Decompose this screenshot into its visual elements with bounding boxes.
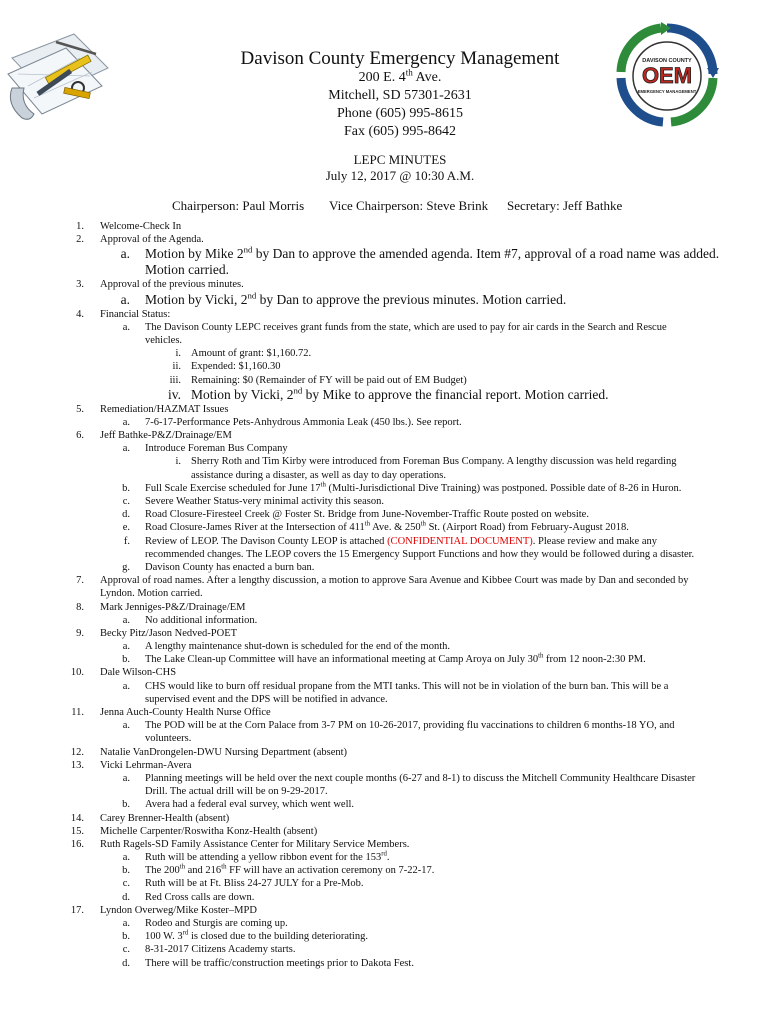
- item-text: 8-31-2017 Citizens Academy starts.: [145, 944, 296, 956]
- minutes-item: [0, 877, 770, 890]
- item-number: a.: [122, 720, 130, 732]
- item-number: 11.: [71, 707, 84, 718]
- item-text: Motion by Vicki, 2nd by Mike to approve the financial report. Motion carried.: [191, 385, 609, 402]
- minutes-item: [0, 416, 770, 429]
- item-text: Motion carried.: [145, 262, 229, 278]
- item-number: a.: [122, 772, 130, 784]
- item-text: Remaining: $0 (Remainder of FY will be paid out of EM Budget): [191, 374, 467, 386]
- item-number: i.: [175, 348, 181, 360]
- item-number: e.: [122, 522, 130, 534]
- item-text: Mark Jenniges-P&Z/Drainage/EM: [100, 601, 246, 613]
- minutes-item: [0, 246, 770, 262]
- item-text: The Davison County LEPC receives grant funds from the state, which are used to pay for air cards in the Search and Rescue: [145, 321, 667, 333]
- item-text: Welcome-Check In: [100, 221, 182, 232]
- item-text: Sherry Roth and Tim Kirby were introduced from Foreman Bus Company. A lengthy discussion was held regarding: [191, 456, 677, 468]
- officers-row: [172, 198, 622, 214]
- item-text: Financial Status:: [100, 308, 171, 320]
- item-text: Severe Weather Status-very minimal activity this season.: [145, 496, 384, 507]
- item-number: i.: [175, 456, 181, 468]
- minutes-item: [0, 442, 770, 455]
- minutes-item: [0, 374, 770, 387]
- organization-title: Davison County Emergency Management: [240, 48, 560, 69]
- minutes-item: [0, 957, 770, 970]
- item-text: There will be traffic/construction meetings prior to Dakota Fest.: [145, 957, 414, 969]
- minutes-item: [0, 601, 770, 614]
- item-number: 9.: [76, 627, 84, 639]
- item-number: f.: [123, 535, 130, 547]
- item-text: Expended: $1,160.30: [191, 361, 281, 373]
- item-number: b.: [122, 482, 130, 494]
- address-line: 200 E. 4th Ave.: [358, 67, 442, 85]
- item-number: a.: [122, 614, 130, 626]
- item-text: Road Closure-James River at the Intersection of 411th Ave. & 250th St. (Airport Road) from February-August 2018.: [145, 520, 629, 534]
- item-number: b.: [122, 654, 130, 666]
- item-number: a.: [122, 416, 130, 428]
- minutes-item: [0, 387, 770, 403]
- item-text: Ruth will be at Ft. Bliss 24-27 JULY for a Pre-Mob.: [145, 878, 364, 890]
- item-text: Avera had a federal eval survey, which went well.: [145, 799, 355, 811]
- minutes-item: [0, 535, 770, 548]
- item-text: Jenna Auch-County Health Nurse Office: [100, 707, 271, 718]
- item-text: CHS would like to burn off residual propane from the MTI tanks. This will not be in violation of the burn ban. This will be a: [145, 680, 669, 692]
- item-number: c.: [122, 944, 130, 956]
- item-text: Lyndon. Motion carried.: [100, 588, 203, 600]
- minutes-item-continuation: [0, 693, 770, 706]
- item-text: Natalie VanDrongelen-DWU Nursing Department (absent): [100, 746, 348, 758]
- minutes-item: [0, 321, 770, 334]
- minutes-item-continuation: [0, 548, 770, 561]
- minutes-item: [0, 521, 770, 534]
- minutes-item: [0, 455, 770, 468]
- item-number: 6.: [76, 430, 84, 442]
- item-number: d.: [122, 509, 130, 521]
- item-number: ii.: [172, 361, 181, 373]
- item-number: 3.: [76, 279, 84, 291]
- minutes-item: [0, 798, 770, 811]
- minutes-item: [0, 759, 770, 772]
- minutes-item: [0, 429, 770, 442]
- item-text: Vicki Lehrman-Avera: [100, 759, 192, 771]
- minutes-item: [0, 561, 770, 574]
- item-text: The Lake Clean-up Committee will have an informational meeting at Camp Aroya on July 30th from 12 noon-2:30 PM.: [145, 652, 646, 666]
- item-number: b.: [122, 931, 130, 943]
- item-text: 7-6-17-Performance Pets-Anhydrous Ammonia Leak (450 lbs.). See report.: [145, 416, 462, 428]
- item-text: Approval of the previous minutes.: [100, 279, 244, 291]
- item-text: Michelle Carpenter/Roswitha Konz-Health (absent): [100, 825, 318, 837]
- item-number: 10.: [70, 667, 84, 679]
- item-text: Full Scale Exercise scheduled for June 17th (Multi-Jurisdictional Dive Training) was postponed. Possible date of 8-26 in Huron.: [145, 481, 682, 494]
- minutes-item: [0, 653, 770, 666]
- minutes-item: [0, 943, 770, 956]
- minutes-item: [0, 825, 770, 838]
- item-number: d.: [122, 891, 130, 903]
- minutes-item: [0, 220, 770, 233]
- minutes-item-continuation: [0, 334, 770, 347]
- item-text: Review of LEOP. The Davison County LEOP is attached (CONFIDENTIAL DOCUMENT). Please review and make any: [145, 535, 657, 547]
- item-text: assistance during a disaster, as well as day to day operations.: [191, 469, 447, 481]
- minutes-item: [0, 904, 770, 917]
- item-text: Ruth Ragels-SD Family Assistance Center for Military Service Members.: [100, 838, 410, 850]
- item-number: 13.: [70, 759, 84, 771]
- minutes-item: [0, 680, 770, 693]
- item-number: c.: [122, 496, 130, 507]
- city-line: Mitchell, SD 57301-2631: [328, 88, 472, 103]
- item-text: Motion by Mike 2nd by Dan to approve the amended agenda. Item #7, approval of a road name was added.: [145, 244, 720, 262]
- oem-seal-icon: [615, 22, 719, 130]
- item-number: c.: [122, 878, 130, 890]
- item-text: Davison County has enacted a burn ban.: [145, 561, 315, 573]
- item-text: Approval of the Agenda.: [100, 234, 204, 246]
- meeting-date: July 12, 2017 @ 10:30 A.M.: [325, 168, 475, 183]
- item-text: supervised event and the DPS will be notified in advance.: [145, 693, 388, 705]
- item-text: Approval of road names. After a lengthy discussion, a motion to approve Sara Avenue and Kibbee Court was made by Dan and seconded by: [100, 575, 689, 587]
- minutes-item: [0, 640, 770, 653]
- item-number: 16.: [70, 838, 84, 850]
- item-number: 17.: [70, 904, 84, 916]
- item-text: Rodeo and Sturgis are coming up.: [145, 918, 288, 929]
- fax-line: Fax (605) 995-8642: [344, 124, 456, 139]
- item-number: d.: [122, 957, 130, 969]
- secretary: Secretary: Jeff Bathke: [507, 198, 623, 213]
- minutes-list: [0, 220, 770, 970]
- chairperson: Chairperson: Paul Morris: [172, 198, 305, 213]
- item-number: b.: [122, 865, 130, 877]
- item-number: iv.: [168, 386, 181, 402]
- minutes-item: [0, 930, 770, 943]
- minutes-item: [0, 838, 770, 851]
- item-text: Remediation/HAZMAT Issues: [100, 403, 229, 415]
- minutes-item: [0, 574, 770, 587]
- minutes-item: [0, 278, 770, 291]
- item-text: Motion by Vicki, 2nd by Dan to approve the previous minutes. Motion carried.: [145, 290, 567, 307]
- minutes-item: [0, 812, 770, 825]
- item-number: 4.: [76, 308, 84, 320]
- item-number: g.: [122, 561, 130, 573]
- minutes-item: [0, 495, 770, 508]
- item-number: a.: [122, 680, 130, 692]
- oem-seal-top-text: DAVISON COUNTY: [642, 58, 692, 64]
- minutes-item-continuation: [0, 732, 770, 745]
- item-text: Planning meetings will be held over the next couple months (6-27 and 8-1) to discuss the Mitchell Community Healthcare Disaster: [145, 772, 696, 784]
- item-number: a.: [122, 443, 130, 455]
- item-text: Introduce Foreman Bus Company: [145, 443, 288, 455]
- item-number: a.: [120, 291, 130, 307]
- item-text: Road Closure-Firesteel Creek @ Foster St. Bridge from June-November-Traffic Route posted on website.: [145, 509, 589, 521]
- item-text: The POD will be at the Corn Palace from 3-7 PM on 10-26-2017, providing flu vaccinations to children 6 months-18 YO, and: [145, 720, 675, 732]
- item-number: a.: [122, 852, 130, 864]
- item-text: Lyndon Overweg/Mike Koster–MPD: [100, 904, 257, 916]
- item-text: No additional information.: [145, 614, 258, 626]
- minutes-item: [0, 233, 770, 246]
- minutes-item-continuation: [0, 469, 770, 482]
- item-number: a.: [122, 321, 130, 333]
- item-text: Amount of grant: $1,160.72.: [191, 348, 312, 360]
- minutes-item: [0, 482, 770, 495]
- item-number: iii.: [169, 374, 181, 386]
- item-text: Ruth will be attending a yellow ribbon event for the 153rd.: [145, 850, 390, 864]
- vice-chairperson: Vice Chairperson: Steve Brink: [329, 198, 489, 213]
- minutes-item: [0, 308, 770, 321]
- minutes-item: [0, 917, 770, 930]
- item-number: 2.: [76, 234, 84, 246]
- minutes-item-continuation: [0, 785, 770, 798]
- minutes-item: [0, 508, 770, 521]
- item-number: 15.: [70, 825, 84, 837]
- minutes-item: [0, 347, 770, 360]
- item-text: Carey Brenner-Health (absent): [100, 812, 230, 824]
- minutes-item: [0, 864, 770, 877]
- minutes-item: [0, 772, 770, 785]
- minutes-item: [0, 706, 770, 719]
- phone-line: Phone (605) 995-8615: [337, 106, 463, 121]
- minutes-item: [0, 403, 770, 416]
- item-number: 1.: [76, 221, 84, 232]
- item-number: a.: [122, 918, 130, 929]
- minutes-item: [0, 746, 770, 759]
- item-number: 7.: [76, 575, 84, 587]
- minutes-item-continuation: [0, 262, 770, 278]
- oem-seal-main-text: OEM: [641, 63, 693, 88]
- minutes-item-continuation: [0, 587, 770, 600]
- document-title: LEPC MINUTES: [353, 152, 447, 167]
- minutes-item: [0, 614, 770, 627]
- item-number: 5.: [76, 403, 84, 415]
- item-text: The 200th and 216th FF will have an activation ceremony on 7-22-17.: [145, 863, 435, 877]
- item-text: A lengthy maintenance shut-down is scheduled for the end of the month.: [145, 641, 451, 653]
- minutes-item: [0, 627, 770, 640]
- minutes-item: [0, 719, 770, 732]
- item-text: Becky Pitz/Jason Nedved-POET: [100, 627, 238, 639]
- item-text: recommended changes. The LEOP covers the 15 Emergency Support Functions and how they would be followed during a disaster.: [145, 548, 695, 560]
- item-number: a.: [122, 641, 130, 653]
- blueprint-tools-icon: [4, 28, 114, 126]
- item-number: b.: [122, 799, 130, 811]
- item-number: 12.: [70, 746, 84, 758]
- item-text: vehicles.: [145, 334, 183, 346]
- item-number: 8.: [76, 601, 84, 613]
- item-number: a.: [120, 246, 130, 262]
- minutes-item: [0, 851, 770, 864]
- item-text: volunteers.: [145, 733, 192, 745]
- item-text: 100 W. 3rd is closed due to the building deteriorating.: [145, 929, 368, 943]
- oem-seal-bottom-text: EMERGENCY MANAGEMENT: [637, 89, 697, 94]
- minutes-item: [0, 666, 770, 679]
- minutes-item: [0, 360, 770, 373]
- minutes-item: [0, 891, 770, 904]
- item-text: Drill. The actual drill will be on 9-29-2017.: [145, 786, 328, 798]
- item-number: 14.: [70, 812, 84, 824]
- item-text: Dale Wilson-CHS: [100, 667, 177, 679]
- item-text: Jeff Bathke-P&Z/Drainage/EM: [100, 430, 232, 442]
- item-text: Red Cross calls are down.: [145, 891, 255, 903]
- minutes-item: [0, 292, 770, 308]
